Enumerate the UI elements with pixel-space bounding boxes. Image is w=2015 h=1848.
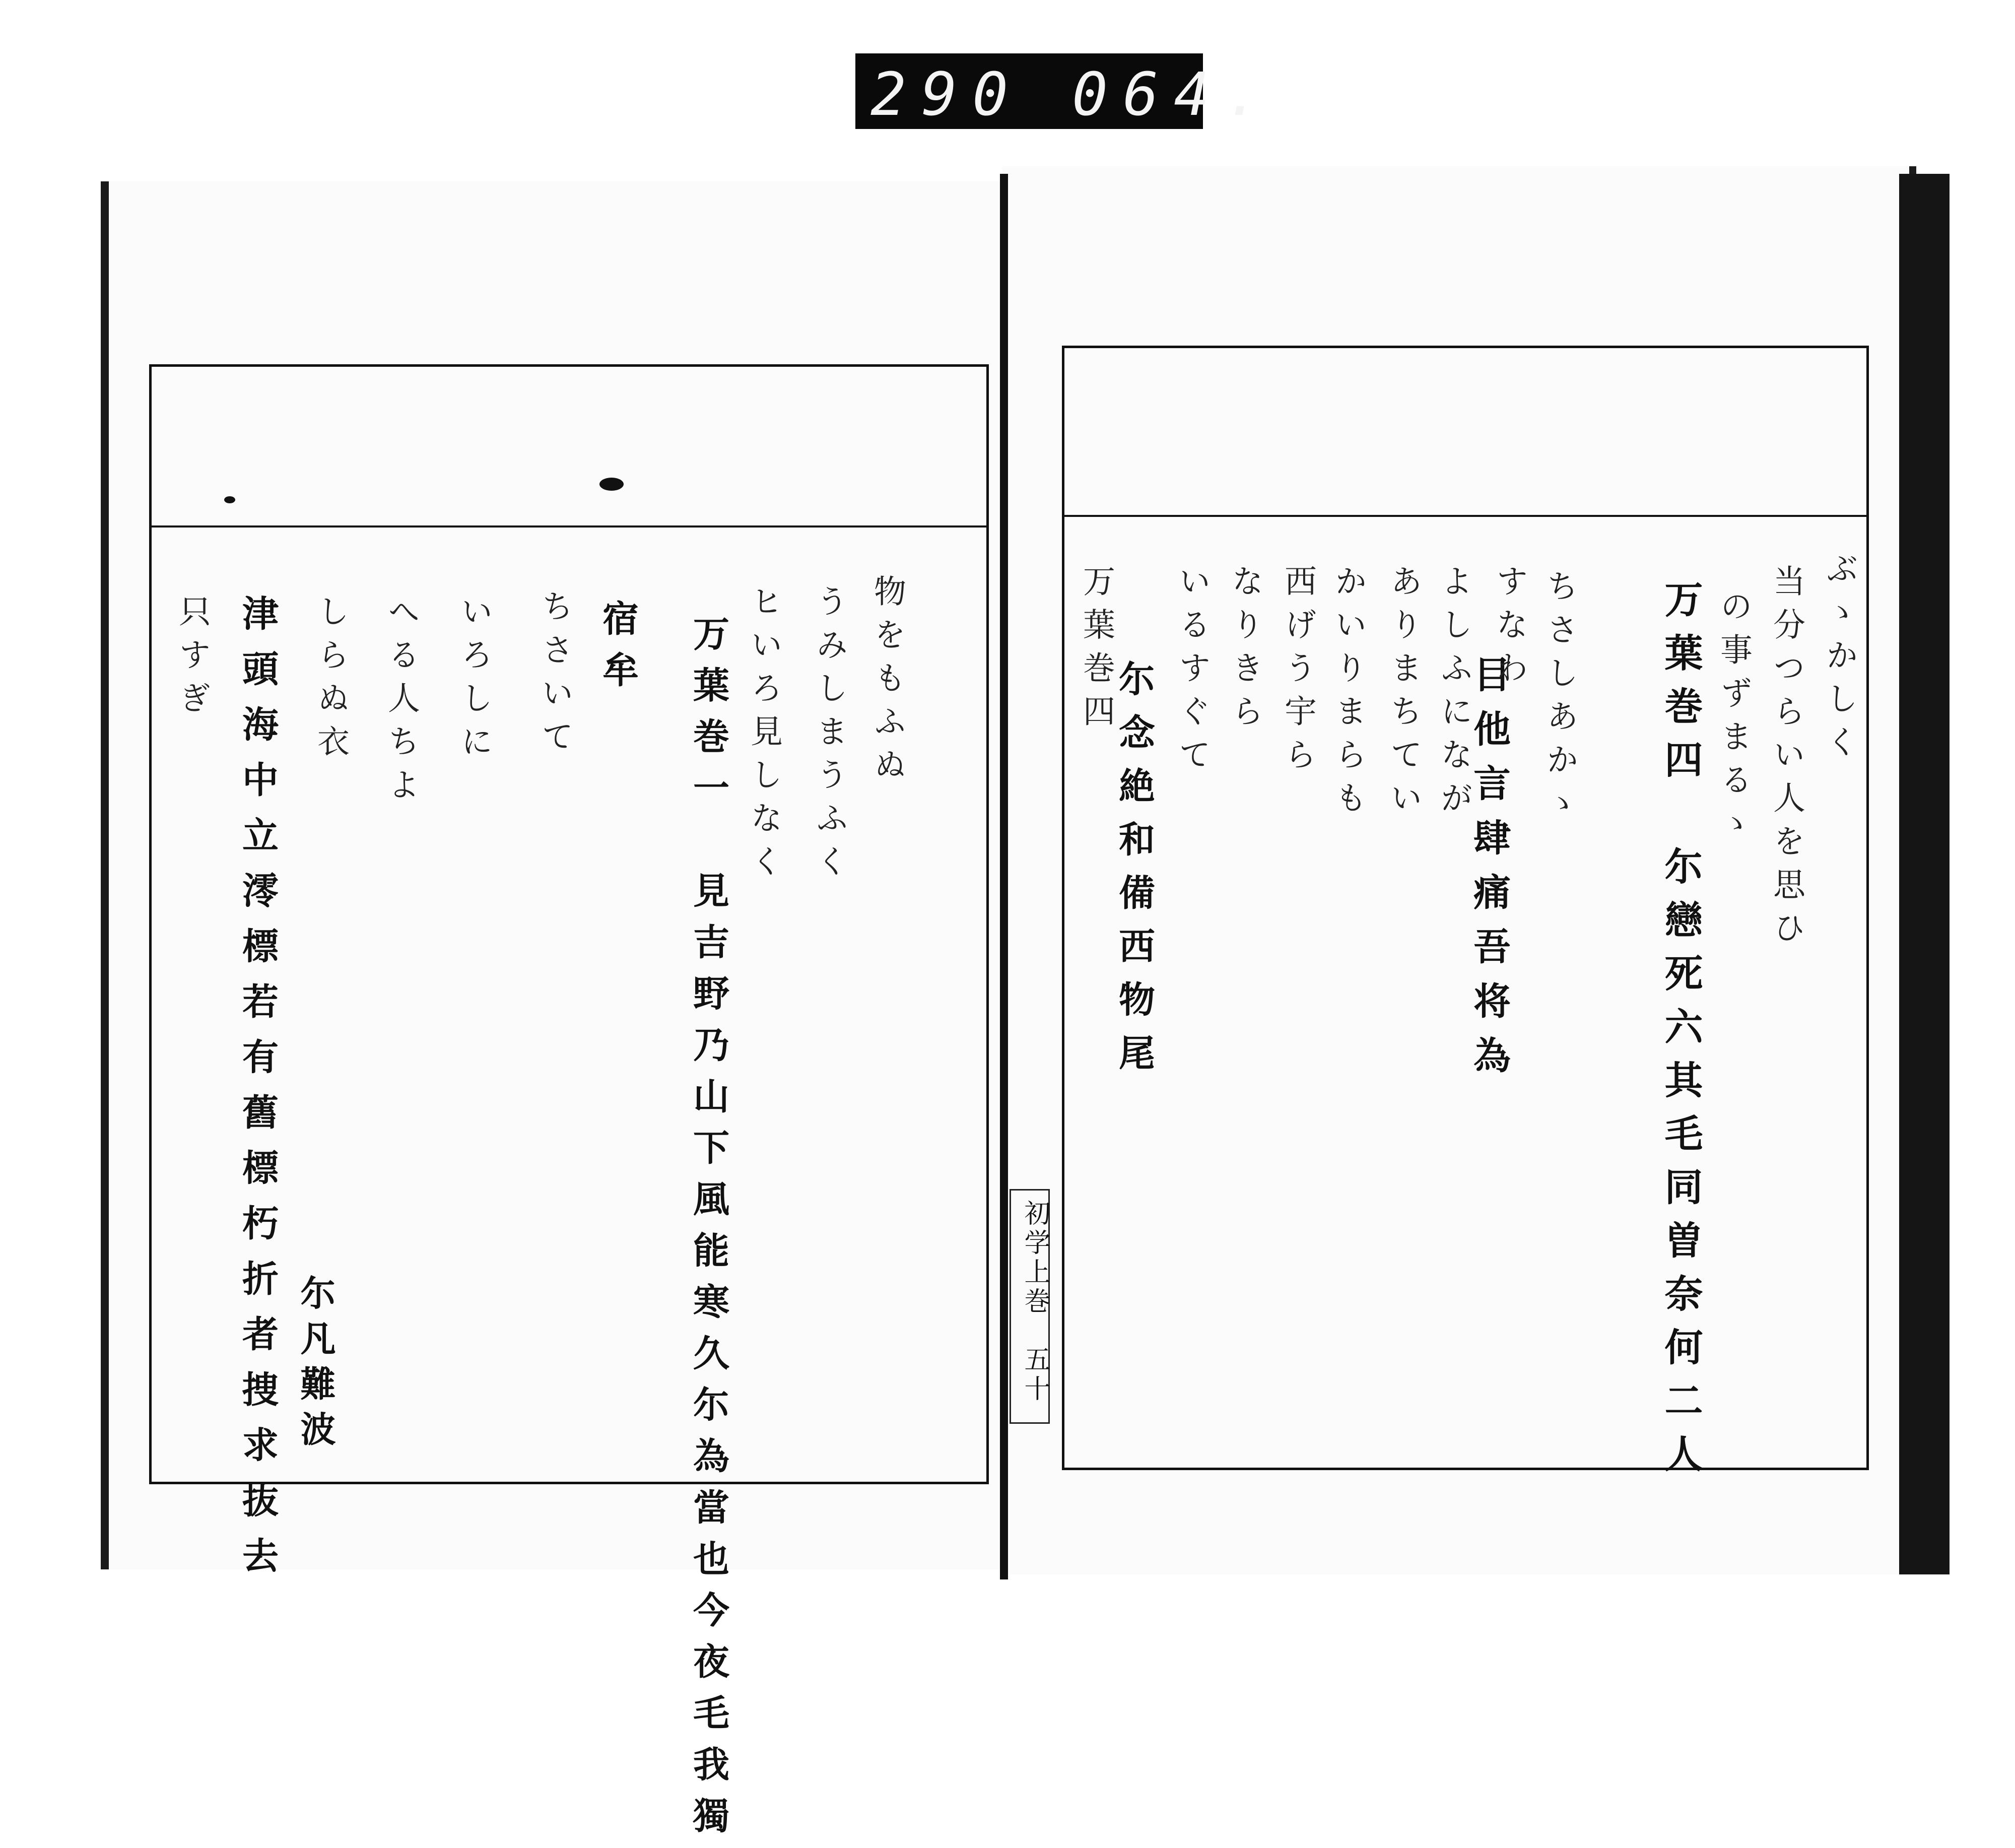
text-column: へる人ちよ (382, 595, 420, 811)
reel-number: 290 (870, 59, 1024, 129)
kanbun-column: 尓念絶和備西物尾 (1113, 660, 1156, 1087)
text-column: なりきら (1226, 564, 1263, 738)
text-column: よしふになが (1435, 564, 1472, 824)
text-column: ヒいろ見しなく (745, 584, 782, 888)
kanbun-column: 尓凡難波 (295, 1275, 337, 1456)
text-column: の事ずまるゝ (1715, 589, 1752, 849)
text-column: うみしまうふく (811, 584, 848, 888)
text-column: ちさしあかゝ (1541, 569, 1578, 829)
right-text-frame (1062, 346, 1869, 1470)
text-column: いるすぐて (1173, 564, 1211, 781)
page-edge (1899, 174, 1950, 1574)
text-column: 西げう宇ら (1279, 564, 1316, 781)
ink-blot (224, 496, 235, 503)
kanbun-column: 万葉巻一 見吉野乃山下風能寒久尓為當也今夜毛我獨 (687, 615, 730, 1848)
text-column: ぶゝかしく (1821, 552, 1858, 768)
text-column: ありまちてい (1385, 564, 1422, 824)
ink-blot (599, 478, 624, 491)
text-column: すなわ (1491, 564, 1528, 694)
left-header-rule (149, 525, 989, 527)
text-column: 物をもふぬ (868, 574, 906, 791)
book-spine (1000, 174, 1008, 1579)
kanbun-column: 宿牟 (596, 600, 639, 702)
text-column: しらぬ衣 (312, 595, 349, 768)
kanbun-column: 目他言肆痛吾将為 (1467, 655, 1511, 1090)
text-column: いろしに (455, 595, 493, 768)
frame-number: 064. (1072, 59, 1276, 129)
folio-label (1010, 1189, 1050, 1424)
folio-text: 初学上巻 五十 (1020, 1200, 1050, 1404)
right-header-rule (1062, 515, 1869, 517)
text-column: 当分つらい人を思ひ (1768, 564, 1805, 954)
text-column: ちさいて (536, 589, 573, 763)
text-column: 只すぎ (173, 595, 211, 724)
text-column: かいりまらも (1329, 564, 1367, 824)
kanbun-column: 津頭海中立澪標若有舊標朽折者捜求抜去 (236, 595, 279, 1592)
frame-number-plate (855, 53, 1276, 129)
text-column: 万葉巻四 (1078, 564, 1115, 738)
kanbun-column: 万葉巻四 尓戀死六其毛同曽奈何二人 (1658, 579, 1703, 1487)
